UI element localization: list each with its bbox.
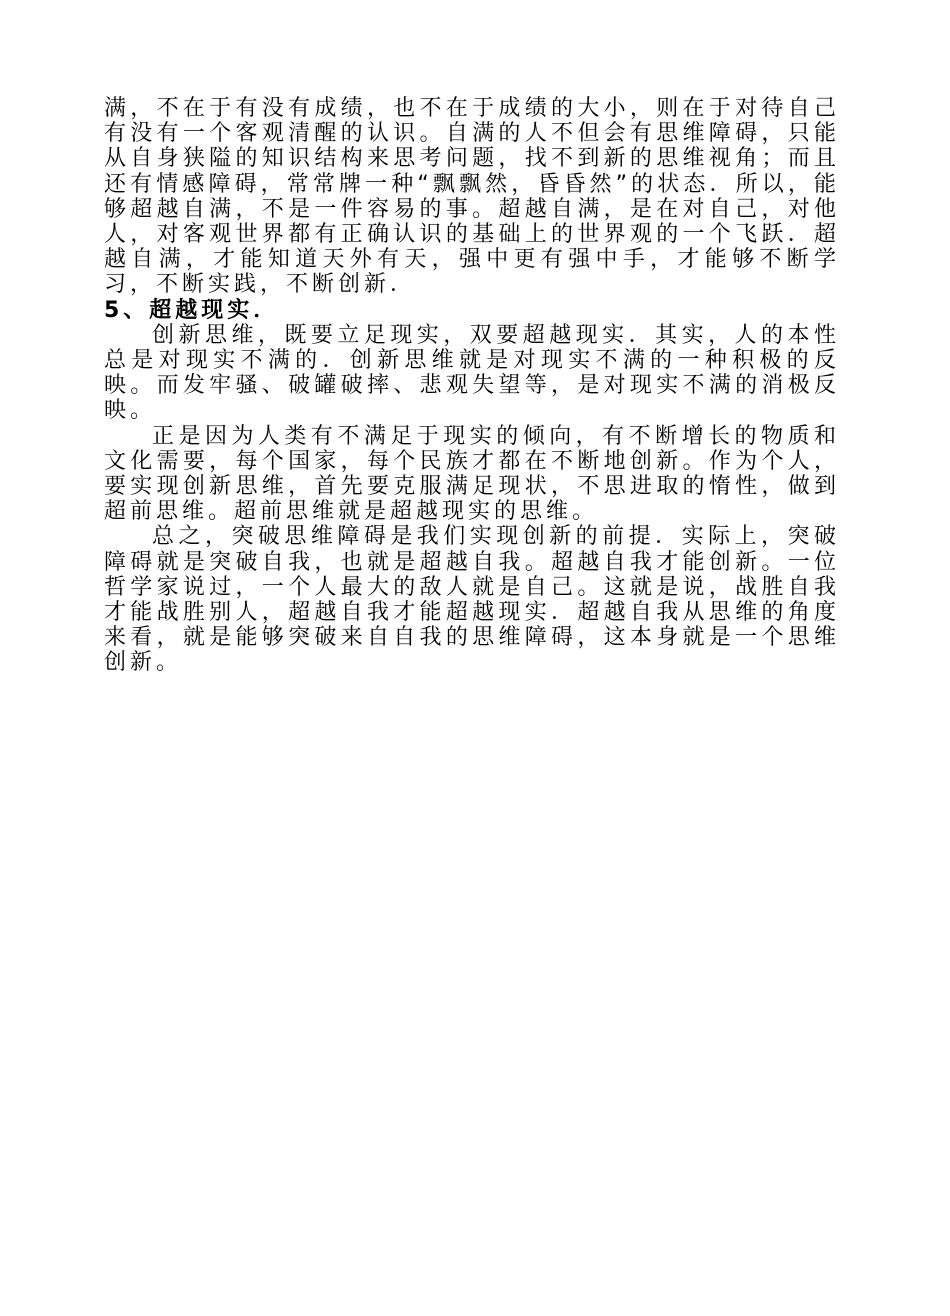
paragraph-self-satisfaction: 满，不在于有没有成绩，也不在于成绩的大小，则在于对待自己有没有一个客观清醒的认识。自满的人不但会有思维障碍，只能从自身狭隘的知识结构来思考问题，找不到新的思维视角；而且还有情感障碍，常常牌一种“飘飘然，昏昏然”的状态．所以，能够超越自满，不是一件容易的事。超越自满，是在对自己，对他人，对客观世界都有正确认识的基础上的世界观的一个飞跃．超越自满，才能知道天外有天，强中更有强中手，才能够不断学习，不断实践，不断创新．	[104, 96, 840, 298]
paragraph-human-dissatisfaction: 正是因为人类有不满足于现实的倾向，有不断增长的物质和文化需要，每个国家，每个民族才都在不断地创新。作为个人，要实现创新思维，首先要克服满足现状，不思进取的惰性，做到超前思维。超前思维就是超越现实的思维。	[104, 423, 840, 525]
document-body	[104, 96, 840, 676]
paragraph-innovation-reality: 创新思维，既要立足现实，双要超越现实．其实，人的本性总是对现实不满的．创新思维就是对现实不满的一种积极的反映。而发牢骚、破罐破摔、悲观失望等，是对现实不满的消极反映。	[104, 322, 840, 424]
paragraph-conclusion: 总之，突破思维障碍是我们实现创新的前提．实际上，突破障碍就是突破自我，也就是超越自我。超越自我才能创新。一位哲学家说过，一个人最大的敌人就是自己。这就是说，战胜自我才能战胜别人，超越自我才能超越现实．超越自我从思维的角度来看，就是能够突破来自自我的思维障碍，这本身就是一个思维创新。	[104, 524, 840, 676]
section-heading-transcend-reality: 5、超越现实．	[104, 297, 280, 323]
